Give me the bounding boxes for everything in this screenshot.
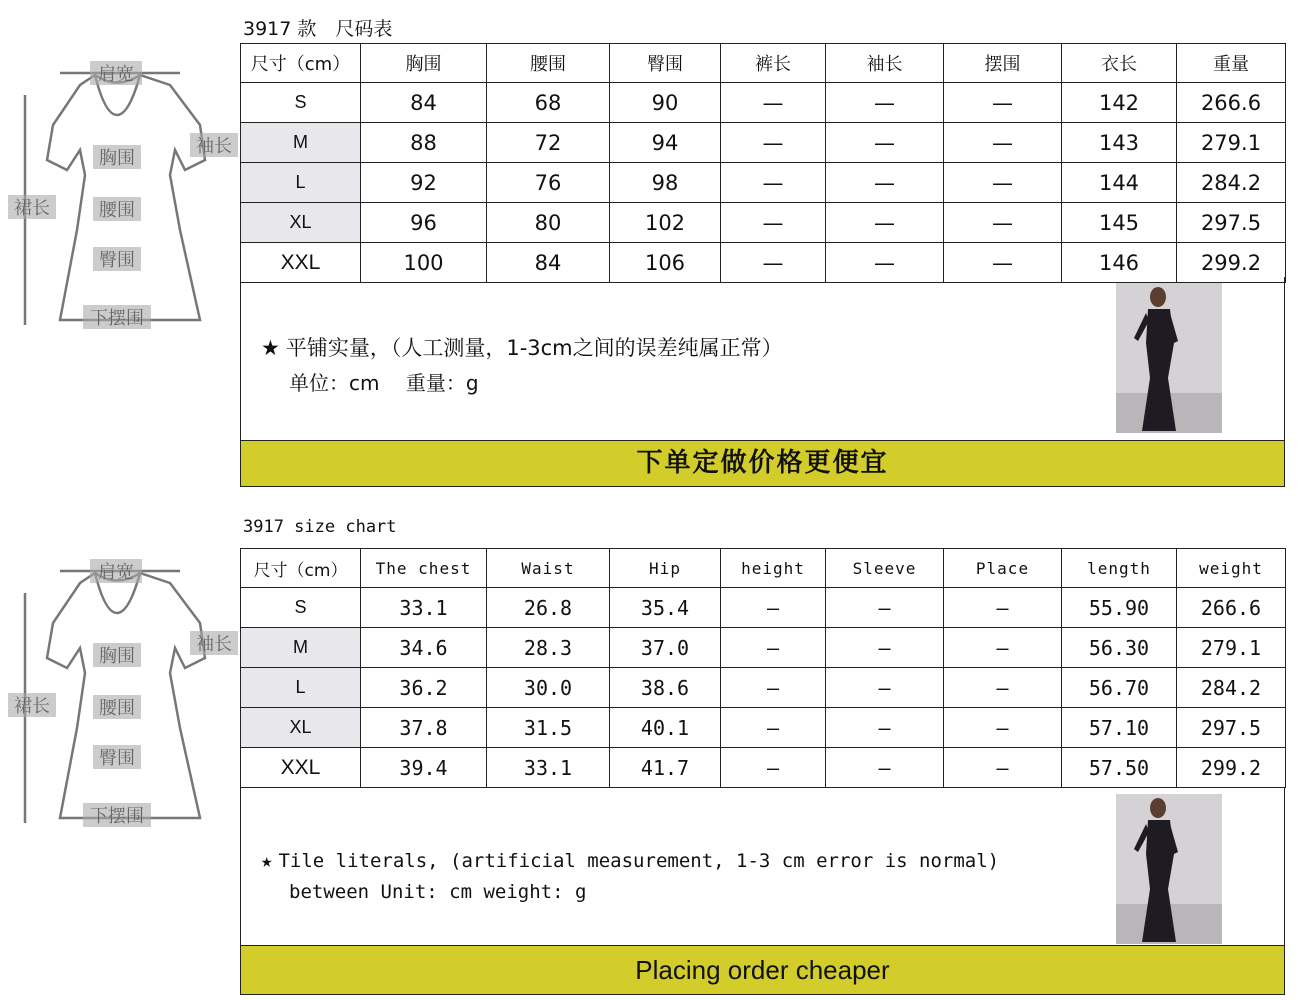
table-cell: 299.2 [1177,748,1286,788]
size-label: S [241,83,361,123]
table-cell: — [826,83,944,123]
table-cell: — [826,123,944,163]
table-cell: 284.2 [1177,668,1286,708]
table-cell: — [721,163,826,203]
table-cell: 145 [1062,203,1177,243]
diagram-label-hem: 下摆围 [90,806,144,827]
table-cell: — [944,668,1062,708]
table-cell: 56.30 [1062,628,1177,668]
table-cell: 57.50 [1062,748,1177,788]
table-cell: 76 [487,163,610,203]
star-icon: ★ [261,850,273,872]
table-cell: — [826,628,944,668]
table-cell: 26.8 [487,588,610,628]
table-cell: — [944,123,1062,163]
table-row [241,203,1286,243]
column-header: Hip [610,549,721,588]
column-header: 裤长 [721,44,826,83]
dress-model-photo-icon [1116,794,1222,944]
table-cell: — [944,163,1062,203]
diagram-label-sleeve: 袖长 [196,634,232,655]
table-cell: 92 [361,163,487,203]
table-cell: — [721,628,826,668]
size-label: XL [241,203,361,243]
table-cell: 98 [610,163,721,203]
table-cell: — [721,243,826,283]
table-cell: 56.70 [1062,668,1177,708]
diagram-label-hip: 臀围 [99,250,135,271]
diagram-label-hip: 臀围 [99,748,135,769]
column-header: Sleeve [826,549,944,588]
table-cell: 72 [487,123,610,163]
table-cell: 284.2 [1177,163,1286,203]
table-cell: — [826,708,944,748]
column-header: The chest [361,549,487,588]
size-table-cn [240,43,1286,283]
table-cell: 142 [1062,83,1177,123]
chart-title-en: 3917 size chart [243,517,397,537]
size-label: L [241,163,361,203]
table-cell: 68 [487,83,610,123]
table-cell: — [826,748,944,788]
table-cell: 96 [361,203,487,243]
table-cell: 34.6 [361,628,487,668]
table-cell: 279.1 [1177,628,1286,668]
table-cell: — [944,708,1062,748]
dress-outline-icon [5,553,240,843]
table-cell: 28.3 [487,628,610,668]
diagram-label-length: 裙长 [14,696,50,717]
table-cell: — [826,163,944,203]
table-row [241,163,1286,203]
table-cell: 88 [361,123,487,163]
table-header-row [241,44,1286,83]
table-row [241,748,1286,788]
table-cell: 94 [610,123,721,163]
column-header: 腰围 [487,44,610,83]
dress-measurement-diagram [5,55,240,345]
column-header: 尺寸（cm） [241,549,361,588]
table-row [241,668,1286,708]
size-label: M [241,628,361,668]
star-icon: ★ [261,336,280,360]
note-line-2: between Unit: cm weight: g [289,881,587,903]
table-cell: 279.1 [1177,123,1286,163]
table-cell: — [944,748,1062,788]
size-label: XL [241,708,361,748]
table-cell: 143 [1062,123,1177,163]
column-header: 尺寸（cm） [241,44,361,83]
table-cell: — [721,203,826,243]
product-photo [1116,794,1222,944]
table-cell: 297.5 [1177,203,1286,243]
size-label: L [241,668,361,708]
diagram-label-chest: 胸围 [99,646,135,667]
table-cell: 266.6 [1177,588,1286,628]
size-chart-en [0,505,1300,1000]
table-cell: 35.4 [610,588,721,628]
column-header: 胸围 [361,44,487,83]
table-header-row [241,549,1286,588]
table-cell: 38.6 [610,668,721,708]
table-cell: 39.4 [361,748,487,788]
column-header: 臀围 [610,44,721,83]
product-photo [1116,283,1222,433]
table-cell: 266.6 [1177,83,1286,123]
table-cell: — [944,588,1062,628]
table-cell: 57.10 [1062,708,1177,748]
table-cell: 102 [610,203,721,243]
table-cell: 84 [361,83,487,123]
table-cell: — [944,628,1062,668]
diagram-label-sleeve: 袖长 [196,136,232,157]
table-cell: 146 [1062,243,1177,283]
table-row [241,708,1286,748]
column-header: 衣长 [1062,44,1177,83]
size-label: M [241,123,361,163]
table-cell: 40.1 [610,708,721,748]
table-cell: — [826,588,944,628]
table-cell: 299.2 [1177,243,1286,283]
size-chart-cn [0,0,1300,495]
column-header: weight [1177,549,1286,588]
table-cell: — [944,83,1062,123]
order-banner: Placing order cheaper [240,945,1285,995]
table-cell: 37.8 [361,708,487,748]
table-cell: 84 [487,243,610,283]
column-header: 重量 [1177,44,1286,83]
chart-title-cn: 3917 款 尺码表 [243,18,393,40]
diagram-label-length: 裙长 [14,198,50,219]
table-row [241,588,1286,628]
table-cell: — [721,748,826,788]
size-label: XXL [241,243,361,283]
table-cell: — [721,123,826,163]
diagram-label-hem: 下摆围 [90,308,144,329]
column-header: Place [944,549,1062,588]
note-text: 平铺实量，（人工测量，1-3cm之间的误差纯属正常） [285,336,783,360]
dress-outline-icon [5,55,240,345]
table-cell: 144 [1062,163,1177,203]
table-cell: 100 [361,243,487,283]
diagram-label-waist: 腰围 [99,200,135,221]
size-table-en [240,548,1286,788]
column-header: 摆围 [944,44,1062,83]
note-text: Tile literals, (artificial measurement, 1-3 cm error is normal) [278,850,1000,872]
table-cell: — [721,708,826,748]
dress-measurement-diagram [5,553,240,843]
column-header: 袖长 [826,44,944,83]
note-line-1 [261,850,999,872]
table-cell: 30.0 [487,668,610,708]
measurement-note [240,788,1285,945]
table-cell: 297.5 [1177,708,1286,748]
table-cell: 106 [610,243,721,283]
table-cell: — [944,203,1062,243]
order-banner: 下单定做价格更便宜 [240,440,1285,487]
size-label: S [241,588,361,628]
table-cell: — [944,243,1062,283]
column-header: height [721,549,826,588]
table-cell: 36.2 [361,668,487,708]
diagram-label-waist: 腰围 [99,698,135,719]
note-line-1 [261,332,783,362]
column-header: Waist [487,549,610,588]
table-row [241,628,1286,668]
table-cell: — [721,588,826,628]
diagram-label-shoulder: 肩宽 [98,64,134,85]
table-cell: — [721,83,826,123]
table-cell: — [826,203,944,243]
size-label: XXL [241,748,361,788]
table-cell: 80 [487,203,610,243]
dress-model-photo-icon [1116,283,1222,433]
diagram-label-shoulder: 肩宽 [98,562,134,583]
note-line-2: 单位：cm 重量：g [289,371,479,395]
table-cell: — [721,668,826,708]
measurement-note [240,277,1285,440]
table-cell: 41.7 [610,748,721,788]
table-cell: 33.1 [487,748,610,788]
table-cell: 33.1 [361,588,487,628]
diagram-label-chest: 胸围 [99,148,135,169]
table-cell: 55.90 [1062,588,1177,628]
table-cell: 31.5 [487,708,610,748]
table-cell: — [826,243,944,283]
table-row [241,83,1286,123]
table-row [241,123,1286,163]
table-cell: — [826,668,944,708]
column-header: length [1062,549,1177,588]
table-cell: 90 [610,83,721,123]
table-cell: 37.0 [610,628,721,668]
